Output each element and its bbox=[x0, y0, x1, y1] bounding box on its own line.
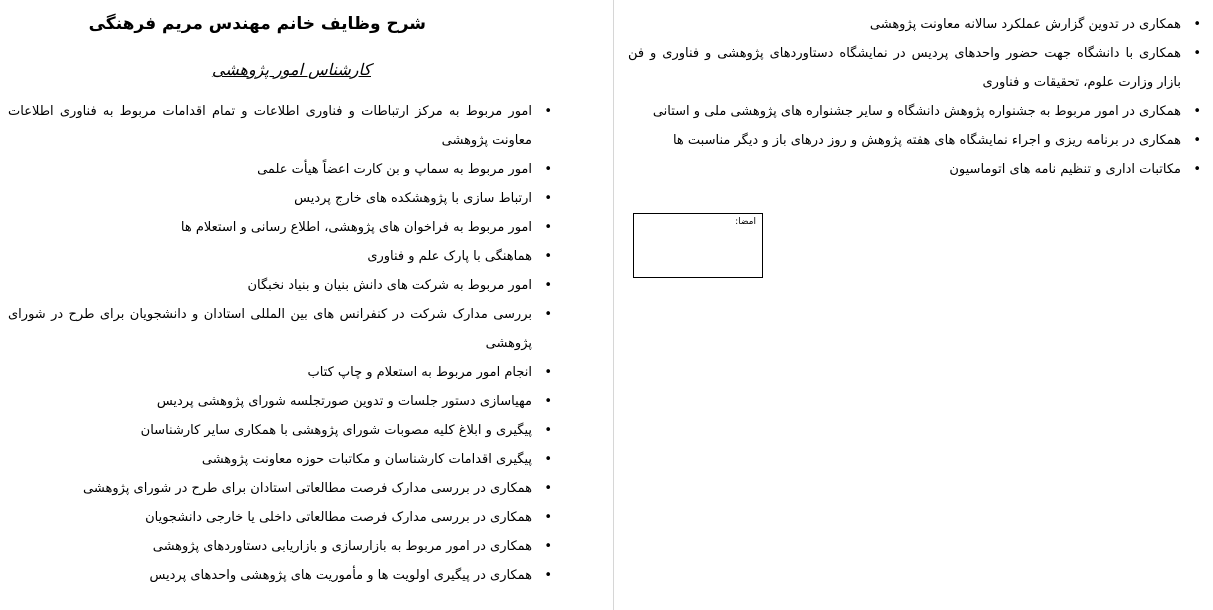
duty-text: امور مربوط به سماپ و بن کارت اعضاً هیأت علمی bbox=[257, 162, 532, 177]
bullet-icon: • bbox=[544, 104, 552, 119]
left-page bbox=[0, 0, 606, 610]
bullet-icon: • bbox=[544, 452, 552, 467]
bullet-icon: • bbox=[544, 278, 552, 293]
bullet-icon: • bbox=[1193, 104, 1201, 119]
duty-item bbox=[8, 155, 554, 184]
duty-text: امور مربوط به شرکت های دانش بنیان و بنیاد نخبگان bbox=[247, 278, 532, 293]
duty-text: همکاری در تدوین گزارش عملکرد سالانه معاونت پژوهشی bbox=[869, 17, 1181, 32]
duty-text: مکاتبات اداری و تنظیم نامه های اتوماسیون bbox=[949, 162, 1181, 177]
duty-item bbox=[8, 300, 554, 358]
duty-text: امور مربوط به مرکز ارتباطات و فناوری اطلاعات و تمام اقدامات مربوط به فناوری اطلاعات معاونت پژوهشی bbox=[8, 104, 532, 148]
duty-item bbox=[8, 213, 554, 242]
duty-text: مهیاسازی دستور جلسات و تدوین صورتجلسه شورای پژوهشی پردیس bbox=[156, 394, 532, 409]
bullet-icon: • bbox=[544, 162, 552, 177]
duty-item bbox=[8, 474, 554, 503]
duty-item bbox=[8, 503, 554, 532]
duty-text: همکاری در امور مربوط به جشنواره پژوهش دانشگاه و سایر جشنواره های پژوهشی ملی و استانی bbox=[652, 104, 1181, 119]
duty-item bbox=[8, 358, 554, 387]
duty-text: همکاری در پیگیری اولویت ها و مأموریت های پژوهشی واحدهای پردیس bbox=[149, 568, 532, 583]
duty-item bbox=[8, 242, 554, 271]
duty-item bbox=[8, 271, 554, 300]
signature-label: امضا: bbox=[735, 217, 756, 227]
bullet-icon: • bbox=[544, 307, 552, 322]
duty-text: همکاری در امور مربوط به بازارسازی و بازاریابی دستاوردهای پژوهشی bbox=[152, 539, 532, 554]
bullet-icon: • bbox=[1193, 162, 1201, 177]
bullet-icon: • bbox=[544, 481, 552, 496]
duty-item bbox=[628, 126, 1203, 155]
duty-item bbox=[628, 97, 1203, 126]
duty-item bbox=[8, 445, 554, 474]
bullet-icon: • bbox=[544, 365, 552, 380]
bullet-icon: • bbox=[544, 510, 552, 525]
duty-text: همکاری در برنامه ریزی و اجراء نمایشگاه های هفته پژوهش و روز درهای باز و دیگر مناسبت ها bbox=[672, 133, 1181, 148]
bullet-icon: • bbox=[1193, 46, 1201, 61]
bullet-icon: • bbox=[544, 539, 552, 554]
duty-item bbox=[8, 387, 554, 416]
bullet-icon: • bbox=[544, 249, 552, 264]
page-title: شرح وظایف خانم مهندس مریم فرهنگی bbox=[88, 14, 426, 34]
duty-item bbox=[8, 532, 554, 561]
bullet-icon: • bbox=[544, 220, 552, 235]
duty-item bbox=[628, 39, 1203, 97]
bullet-icon: • bbox=[1193, 133, 1201, 148]
duty-text: هماهنگی با پارک علم و فناوری bbox=[367, 249, 532, 264]
duty-text: امور مربوط به فراخوان های پژوهشی، اطلاع رسانی و استعلام ها bbox=[180, 220, 532, 235]
duty-text: همکاری در بررسی مدارک فرصت مطالعاتی استادان برای طرح در شورای پژوهشی bbox=[83, 481, 532, 496]
duty-item bbox=[8, 416, 554, 445]
duty-item bbox=[8, 561, 554, 590]
duty-item bbox=[628, 155, 1203, 184]
duty-text: همکاری در بررسی مدارک فرصت مطالعاتی داخلی یا خارجی دانشجویان bbox=[145, 510, 532, 525]
duties-list-left bbox=[8, 97, 554, 590]
bullet-icon: • bbox=[544, 423, 552, 438]
duty-text: پیگیری اقدامات کارشناسان و مکاتبات حوزه معاونت پژوهشی bbox=[201, 452, 532, 467]
duty-text: بررسی مدارک شرکت در کنفرانس های بین المللی استادان و دانشجویان برای طرح در شورای پژوهشی bbox=[8, 307, 532, 351]
signature-box[interactable] bbox=[633, 213, 763, 278]
duty-item bbox=[8, 97, 554, 155]
duty-text: ارتباط سازی با پژوهشکده های خارج پردیس bbox=[294, 191, 532, 206]
bullet-icon: • bbox=[544, 568, 552, 583]
duty-text: همکاری با دانشگاه جهت حضور واحدهای پردیس در نمایشگاه دستاوردهای پژوهشی و فناوری و فن بازار وزارت علوم، تحقیقات و فناوری bbox=[628, 46, 1181, 90]
duty-item bbox=[8, 184, 554, 213]
bullet-icon: • bbox=[1193, 17, 1201, 32]
duties-list-right bbox=[628, 10, 1203, 184]
duty-text: پیگیری و ابلاغ کلیه مصوبات شورای پژوهشی با همکاری سایر کارشناسان bbox=[140, 423, 532, 438]
job-title-subheading: کارشناس امور پژوهشی bbox=[211, 60, 371, 79]
right-page bbox=[607, 0, 1213, 610]
duty-text: انجام امور مربوط به استعلام و چاپ کتاب bbox=[307, 365, 532, 380]
duty-item bbox=[628, 10, 1203, 39]
bullet-icon: • bbox=[544, 394, 552, 409]
bullet-icon: • bbox=[544, 191, 552, 206]
